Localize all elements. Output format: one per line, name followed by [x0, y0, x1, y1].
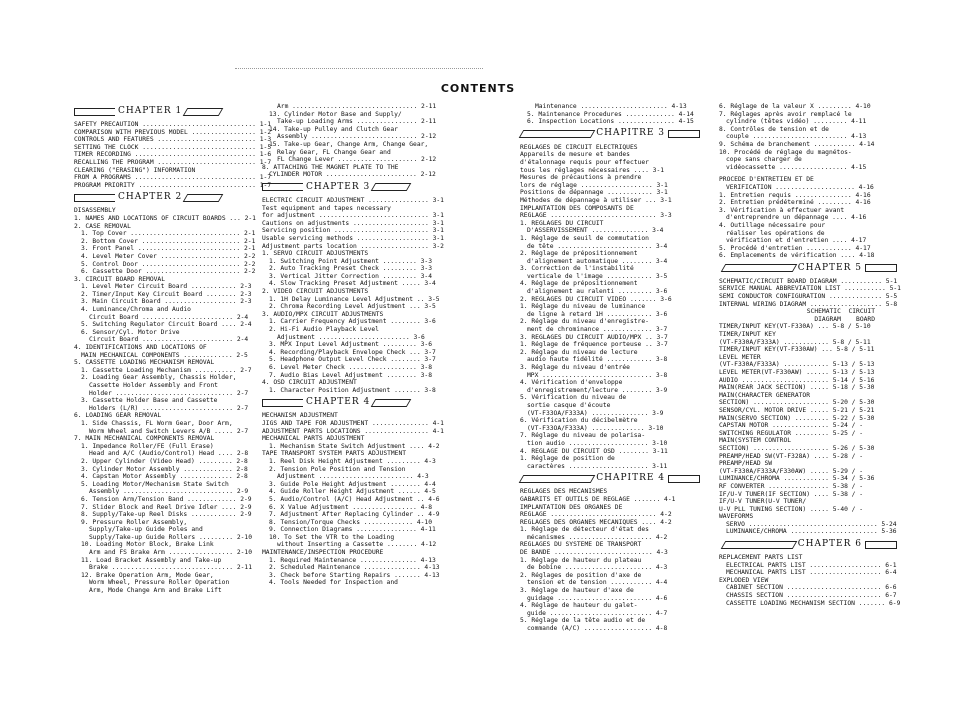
toc-entry: d'alignement au ralenti ......... 3-6 — [527, 288, 668, 296]
toc-entry: Take-up Loading Arms ................ 2-11 — [277, 118, 437, 126]
chapter-bar-left — [74, 194, 115, 202]
toc-entry: 7. MAIN MECHANICAL COMPONENTS REMOVAL — [74, 435, 215, 443]
toc-entry: 1. Entretien requis ............... 4-16 — [719, 191, 871, 199]
toc-entry: 6. Emplacements de vérification .... 4-18 — [719, 252, 875, 260]
toc-entry: Assembly ............................. 2-9 — [89, 488, 249, 496]
toc-entry: SETTING THE CLOCK .............................. 1-5 — [74, 143, 272, 151]
toc-entry: 1. Character Position Adjustment ....... 3-8 — [269, 386, 436, 394]
chapter-bar-left — [519, 475, 596, 483]
toc-entry: 5. Headphone Output Level Check ........ 3-7 — [269, 356, 436, 364]
toc-entry: SECTION) .................... 5-20 / 5-30 — [719, 399, 875, 407]
toc-entry: FROM A PROGRAMS ................................ 1-7 — [74, 174, 272, 182]
toc-entry: guidage ......................... 4-6 — [527, 594, 668, 602]
toc-entry: IF/U-V TUNER(U-V TUNER/ — [719, 498, 807, 506]
toc-entry: 1. Required Maintenance ............... 4-13 — [269, 556, 436, 564]
toc-entry: Mesures de précautions à prendre — [520, 174, 642, 182]
toc-entry: 2. Réglage du niveau de lecture — [520, 348, 638, 356]
toc-entry: 2. Tension Pole Position and Tension — [269, 465, 406, 473]
toc-entry: 4. IDENTIFICATIONS AND LOCATIONS OF — [74, 344, 207, 352]
chapter-bar-right — [865, 264, 897, 272]
toc-entry: SERVICE MANUAL ABBREVIATION LIST ........... 5-1 — [719, 285, 901, 293]
toc-entry: 5. Réglage de la tête audio et de — [520, 617, 646, 625]
toc-entry: (VT-F33OA/F333A) ............... 3-9 — [527, 409, 664, 417]
toc-entry: U-V PLL TUNING SECTION) ..... 5-40 / - — [719, 505, 864, 513]
toc-entry: 6. Tension Arm/Tension Band ............. 2-9 — [81, 495, 252, 503]
toc-entry: commande (A/C) .................. 4-8 — [527, 625, 668, 632]
toc-entry: MECHANICAL PARTS LIST ................... 6-4 — [726, 569, 897, 577]
toc-entry: 4. Slow Tracking Preset Adjustment ..... 3-4 — [269, 280, 436, 288]
chapter-label: CHAPTER 6 — [797, 538, 862, 549]
toc-entry: 1. Reel Disk Height Adjustment ......... 4-3 — [269, 457, 436, 465]
toc-entry: LEVEL METER — [719, 353, 761, 361]
toc-entry: 4. OSD CIRCUIT ADJUSTMENT — [262, 379, 357, 387]
chapter-heading — [74, 105, 244, 118]
toc-entry: 1. Réglage de détecteur d'état des — [520, 526, 649, 534]
toc-entry: 4. Réglage de prépositionnement — [520, 280, 638, 288]
toc-entry: Arm and FS Brake Arm ................. 2-10 — [89, 549, 253, 557]
toc-entry: DE BANDE .......................... 4-3 — [520, 549, 668, 557]
toc-entry: 2. Loading Gear Assembly, Chassis Holder, — [81, 374, 237, 382]
toc-entry: REGLAGES DES MECANISMES — [520, 488, 608, 496]
chapter-bar-left — [720, 264, 797, 272]
chapter-heading — [262, 181, 452, 194]
toc-entry: 14. Take-up Pulley and Clutch Gear — [269, 125, 398, 133]
toc-entry: SERVO .................................. 5-24 — [726, 520, 897, 528]
toc-entry: TIMER/INPUT KEY(VT-F330AW) ... 5-8 / 5-11 — [719, 346, 875, 354]
toc-entry: vérification et d'entretien .... 4-17 — [726, 237, 867, 245]
toc-entry: 2. Hi-Fi Audio Playback Level — [269, 326, 379, 334]
toc-entry: tion audio ..................... 3-10 — [527, 439, 668, 447]
toc-entry: Assembly ............................ 2-12 — [277, 133, 437, 141]
toc-entry: 7. Slider Block and Reel Drive Idler .... 2-9 — [81, 503, 252, 511]
toc-entry: MAIN MECHANICAL COMPONENTS ............. 2-5 — [81, 351, 248, 359]
toc-entry: IMPLANTATION DES COMPOSANTS DE — [520, 204, 634, 212]
toc-entry: ment de chrominance ............. 3-7 — [527, 326, 668, 334]
toc-entry: 5. Audio/Control (A/C) Head Adjustment .. 4-6 — [269, 495, 440, 503]
toc-entry: Servicing position ......................... 3-1 — [262, 227, 444, 235]
toc-entry: 2. Bottom Cover .......................... 2-1 — [81, 237, 256, 245]
toc-entry: 2. Scheduled Maintenance ............... 4-13 — [269, 564, 440, 572]
toc-entry: Circuit Board ........................ 2-4 — [89, 336, 249, 344]
toc-entry: de ligne à retard 1H ............ 3-6 — [527, 310, 668, 318]
toc-entry: (VT-F330A/F333A) ............ 5-8 / 5-11 — [719, 338, 871, 346]
toc-entry: Maintenance ....................... 4-13 — [535, 103, 687, 110]
chapter-bar-left — [519, 130, 596, 138]
toc-entry: REGLAGES DES ORGANES MECANIQUES .... 4-2 — [520, 518, 672, 526]
page-title: CONTENTS — [440, 82, 516, 95]
chapter-label: CHAPTER 2 — [118, 192, 183, 203]
toc-entry: MAINTENANCE/INSPECTION PROCEDURE — [262, 549, 384, 557]
toc-entry: Circuit Board ........................ 2-4 — [89, 313, 249, 321]
toc-entry: REGLAGE ............................ 3-3 — [520, 212, 672, 220]
toc-entry: 6. Vérification du décibelmètre — [520, 417, 638, 425]
toc-entry: 10. Procédé de réglage du magnétos- — [719, 148, 852, 156]
chapter-bar-right — [668, 475, 700, 483]
toc-entry: 2. Auto Tracking Preset Check ......... 3-3 — [269, 265, 433, 273]
toc-entry: CASSETTE LOADING MECHANISM SECTION ....... 6-9 — [726, 599, 901, 607]
toc-entry: Brake ................................ 2-11 — [89, 564, 253, 572]
toc-entry: 1. Top Cover ............................. 2-1 — [81, 230, 256, 238]
toc-entry: 5. Procédé d'entretien ............ 4-17 — [719, 244, 871, 252]
toc-entry: 2. Upper Cylinder (Video Head) ......... 2-8 — [81, 457, 248, 465]
toc-entry: 3. Check before Starting Repairs ....... 4-13 — [269, 571, 440, 579]
toc-entry: REPLACEMENT PARTS LIST — [719, 554, 803, 562]
toc-entry: 4. Capstan Motor Assembly .............. 2-8 — [81, 473, 248, 481]
toc-entry: cope sans charger de — [726, 156, 802, 164]
toc-entry: LUMINANCE/CHROMA ............ 5-34 / 5-36 — [719, 475, 875, 483]
toc-entry: 4. Luminance/Chroma and Audio — [81, 306, 191, 314]
toc-entry: 7. Audio Bias Level Adjustment ........ 3-8 — [269, 371, 433, 379]
toc-entry: SENSOR/CYL. MOTOR DRIVE ..... 5-21 / 5-21 — [719, 406, 875, 414]
toc-entry: Méthodes de dépannage à utiliser ... 3-1 — [520, 196, 672, 204]
chapter-bar-left — [262, 399, 303, 407]
toc-entry: CONTROLS AND FEATURES .......................... 1-3 — [74, 136, 272, 144]
toc-entry: de bobine ....................... 4-3 — [527, 564, 668, 572]
toc-entry: SAFETY PRECAUTION .............................. 1-1 — [74, 121, 272, 128]
toc-entry: Appareils de mesure et bandes — [520, 151, 630, 159]
chapter-label: CHAPTER 3 — [306, 181, 371, 192]
chapter-heading — [74, 191, 244, 204]
toc-entry: without Inserting a Cassette ........ 4-12 — [277, 541, 437, 549]
toc-entry: LUMINANCE/CHROMA ....................... 5-36 — [726, 528, 897, 536]
toc-entry: REGLAGE ............................ 4-2 — [520, 511, 672, 519]
toc-entry: 3. CIRCUIT BOARD REMOVAL — [74, 275, 165, 283]
toc-entry: 2. Réglages de position d'axe de — [520, 571, 642, 579]
toc-entry: MECHANICAL PARTS ADJUSTMENT — [262, 435, 365, 443]
toc-column-1 — [74, 103, 272, 595]
toc-entry: PREAMP/HEAD SW — [719, 460, 773, 468]
toc-entry: TAPE TRANSPORT SYSTEM PARTS ADJUSTMENT — [262, 450, 407, 458]
toc-entry: CHASSIS SECTION ......................... 6-7 — [726, 592, 897, 600]
toc-entry: TIMER/INPUT KEY — [719, 331, 776, 339]
toc-entry: 3. Guide Pole Height Adjustment ........ 4-4 — [269, 480, 436, 488]
toc-entry: ELECTRIC CIRCUIT ADJUSTMENT ................ 3-1 — [262, 196, 444, 204]
toc-entry: EXPLODED VIEW — [719, 576, 769, 584]
toc-entry: mécanismes ...................... 4-2 — [527, 533, 668, 541]
toc-entry: 1. Réglage de fréquence porteuse .. 3-7 — [520, 341, 668, 349]
toc-entry: 1. Impedance Roller/FE (Full Erase) — [81, 442, 214, 450]
toc-entry: 7. Réglage du niveau de polarisa- — [520, 432, 646, 440]
toc-entry: 2. REGLAGES DU CIRCUIT VIDEO ....... 3-6 — [520, 295, 672, 303]
toc-entry: SCHEMATIC/CIRCUIT BOARD DIAGRAM ........... 5-1 — [719, 277, 898, 285]
toc-entry: FL Change Lever ..................... 2-12 — [277, 156, 437, 164]
toc-entry: sortie casque d'écoute — [527, 401, 611, 409]
toc-entry: 5. CASSETTE LOADING MECHANISM REMOVAL — [74, 359, 215, 367]
toc-entry: 3. Vérification à effectuer avant — [719, 206, 845, 214]
chapter-label: CHAPITRE 3 — [596, 128, 665, 139]
toc-entry: MAIN(CHARACTER GENERATOR — [719, 391, 810, 399]
toc-entry: VERIFICATION ..................... 4-16 — [726, 183, 874, 191]
toc-entry: CYLINDER MOTOR ........................ 2-12 — [269, 171, 436, 179]
toc-entry: 1. NAMES AND LOCATIONS OF CIRCUIT BOARDS ... 2-1 — [74, 214, 256, 222]
chapter-bar-left — [74, 108, 115, 116]
toc-entry: 3. Réglage du niveau d'entrée — [520, 364, 630, 371]
toc-entry: 3. REGLAGES DU CIRCUIT AUDIO/MPX .. 3-7 — [520, 333, 668, 341]
toc-entry: IF/U-V TUNER(IF SECTION) .... 5-38 / - — [719, 490, 864, 498]
toc-entry: MPX ............................. 3-8 — [527, 371, 668, 379]
toc-entry: couple ......................... 4-13 — [726, 133, 867, 141]
toc-entry: for adjustment ............................. 3-1 — [262, 212, 444, 220]
chapter-bar-right — [371, 399, 412, 407]
toc-entry: d'enregistrement/lecture ........ 3-9 — [527, 386, 668, 394]
toc-entry: Adjustment ......................... 4-3 — [277, 473, 429, 481]
chapter-label: CHAPTER 4 — [306, 397, 371, 408]
toc-entry: 5. Maintenance Procedures ............. 4-14 — [527, 110, 694, 118]
toc-entry: REGLAGES DE CIRCUIT ELECTRIQUES — [520, 143, 638, 151]
toc-entry: 1. Carrier Frequency Adjustment ........ 3-6 — [269, 318, 436, 326]
toc-entry: SEMI CONDUCTOR CONFIGURATION .............. 5-5 — [719, 293, 898, 301]
chapter-bar-right — [865, 541, 897, 549]
chapter-bar-left — [262, 183, 303, 191]
toc-entry: 6. Cassette Door ......................... 2-2 — [81, 268, 256, 276]
chapter-label: CHAPTER 1 — [118, 105, 183, 116]
toc-entry: 3. Cylinder Motor Assembly ............. 2-8 — [81, 465, 248, 473]
toc-entry: 6. Réglage de la valeur X ......... 4-10 — [719, 103, 871, 110]
toc-entry: TIMER/INPUT KEY(VT-F330A) ... 5-8 / 5-10 — [719, 323, 871, 331]
toc-entry: d'entreprendre un dépannage .... 4-16 — [726, 214, 867, 222]
chapter-bar-right — [183, 194, 224, 202]
toc-entry: Worm Wheel and Switch Levers A/B ..... 2-7 — [89, 427, 249, 435]
toc-entry: 2. VIDEO CIRCUIT ADJUSTMENTS — [262, 288, 369, 296]
toc-entry: CABINET SECTION ......................... 6-6 — [726, 584, 897, 592]
toc-entry: Worm Wheel, Pressure Roller Operation — [89, 579, 230, 587]
toc-entry: 3. MPX Input Level Adjustment ......... 3-6 — [269, 341, 433, 349]
toc-entry: WAVEFORMS — [719, 513, 754, 521]
toc-entry: 1. Mechanism State Switch Adjustment .... 4-2 — [269, 442, 440, 450]
toc-entry: Holders (L/R) ........................ 2-7 — [89, 404, 249, 412]
toc-entry: 8. Contrôles de tension et de — [719, 125, 829, 133]
toc-entry: 2. Entretien prédéterminé ......... 4-16 — [719, 199, 871, 207]
toc-entry: AUDIO ....................... 5-14 / 5-16 — [719, 376, 875, 384]
toc-entry: 8. ATTACHING THE MAGNET PLATE TO THE — [262, 163, 399, 171]
toc-entry: (VT-F330A/F333A) ............ 5-13 / 5-13 — [719, 361, 875, 369]
toc-entry: 1. Switching Point Adjustment ......... 3-3 — [269, 257, 433, 265]
toc-column-4 — [719, 103, 901, 607]
toc-entry: cylindre (têtes vidéo) ......... 4-11 — [726, 118, 867, 126]
toc-entry: (VT-F330A/F333A/F330AW) ..... 5-29 / - — [719, 467, 864, 475]
toc-entry: Positions de dépannage ............ 3-1 — [520, 189, 668, 197]
toc-entry: 12. Brake Operation Arm, Mode Gear, — [81, 571, 214, 579]
chapter-bar-right — [371, 183, 412, 191]
toc-entry: 10. Loading Motor Block, Brake Link — [81, 541, 214, 549]
toc-entry: 9. Pressure Roller Assembly, — [81, 518, 188, 526]
toc-entry: vidéocassette .................. 4-15 — [726, 163, 867, 171]
toc-entry: PREAMP/HEAD SW(VT-F328A) .... 5-28 / - — [719, 452, 864, 460]
toc-entry: 2. Chroma Recording Level Adjustment ... 3-5 — [269, 303, 436, 311]
toc-entry: 3. Vertical Jitter Correction ......... 3-4 — [269, 272, 433, 280]
toc-entry: 5. Loading Motor/Mechanism State Switch — [81, 480, 229, 488]
toc-entry: REGLAGES DU SYSTEME DE TRANSPORT — [520, 541, 642, 549]
toc-entry: D'ASSERVISSEMENT ............... 3-4 — [527, 227, 664, 235]
toc-entry: 2. Réglage de prépositionnement — [520, 250, 638, 258]
chapter-label: CHAPTER 5 — [797, 262, 862, 273]
toc-entry: 4. Guide Roller Height Adjustment ...... 4-5 — [269, 488, 436, 496]
toc-entry: tous les réglages nécessaires .... 3-1 — [520, 166, 665, 174]
toc-entry: 1. Side Chassis, FL Worm Gear, Door Arm, — [81, 419, 233, 427]
toc-entry: réaliser les opérations de — [726, 229, 825, 237]
toc-entry: 4. REGLAGE DU CIRCUIT OSD ........ 3-11 — [520, 447, 668, 455]
toc-entry: 3. Main Circuit Board ................... 2-3 — [81, 298, 252, 306]
toc-entry: 3. Cassette Holder Base and Cassette — [81, 397, 218, 405]
toc-entry: 5. Switching Regulator Circuit Board .... 2-4 — [81, 321, 252, 329]
toc-entry: Cautions on adjustments .................... 3-1 — [262, 219, 444, 227]
toc-entry: Arm ................................. 2-11 — [277, 103, 437, 110]
toc-entry: Relay Gear, FL Change Gear and — [277, 148, 391, 156]
toc-entry: Usable servicing methods ................... 3-1 — [262, 234, 444, 242]
toc-entry: 1. Réglage de hauteur du plateau — [520, 556, 642, 564]
column-header: DIAGRAM BOARD — [814, 315, 875, 323]
toc-entry: Head and A/C (Audio/Control) Head .... 2-8 — [89, 450, 249, 458]
toc-entry: Arm, Mode Change Arm and Brake Lift — [89, 587, 222, 595]
toc-entry: 3. AUDIO/MPX CIRCUIT ADJUSTMENTS — [262, 310, 384, 318]
toc-entry: 6. X Value Adjustment ................. 4-8 — [269, 503, 433, 511]
toc-entry: guide ........................... 4-7 — [527, 609, 668, 617]
toc-entry: 2. Réglage du niveau d'enregistre- — [520, 318, 649, 326]
toc-entry: 6. Inspection Locations ............... 4-15 — [527, 118, 694, 126]
toc-entry: PROGRAM PRIORITY ............................... 1-7 — [74, 181, 272, 189]
toc-entry: caractères ..................... 3-11 — [527, 462, 668, 470]
chapter-heading — [262, 396, 452, 409]
column-header: SCHEMATIC CIRCUIT — [806, 308, 875, 316]
toc-entry: MAIN(REAR JACK SECTION) ..... 5-18 / 5-30 — [719, 384, 875, 392]
chapter-heading — [719, 538, 897, 551]
toc-entry: 1. Réglage du niveau de luminance — [520, 303, 646, 311]
toc-entry: Supply/Take-up Guide Poles and — [89, 526, 203, 534]
toc-entry: 6. Level Meter Check .................. 3-8 — [269, 364, 433, 371]
toc-entry: 1. Cassette Loading Mechanism ........... 2-7 — [81, 366, 252, 374]
toc-entry: DISASSEMBLY — [74, 207, 116, 215]
toc-entry: de tête ......................... 3-4 — [527, 242, 668, 250]
toc-entry: 9. Connection Diagrams ................ 4-11 — [269, 526, 436, 534]
toc-entry: 4. Outillage nécessaire pour — [719, 221, 826, 229]
toc-entry: 8. Tension/Torque Checks ............. 4-10 — [269, 518, 433, 526]
toc-entry: INTERNAL WIRING DIAGRAM ................... 5-8 — [719, 300, 898, 308]
toc-entry: COMPARISON WITH PREVIOUS MODEL ................. 1-2 — [74, 128, 272, 136]
toc-entry: LEVEL METER(VT-F330AW) ...... 5-13 / 5-13 — [719, 369, 875, 376]
toc-entry: 1. SERVO CIRCUIT ADJUSTMENTS — [262, 250, 369, 258]
toc-entry: TIMER RECORDING ................................ 1-6 — [74, 151, 272, 159]
chapter-bar-left — [720, 541, 797, 549]
toc-entry: verticale de l'image ............ 3-5 — [527, 272, 668, 280]
toc-entry: SECTION) .................... 5-26 / 5-30 — [719, 444, 875, 452]
toc-entry: RECALLING THE PROGRAM .......................... 1-7 — [74, 158, 272, 166]
chapter-heading — [520, 128, 700, 141]
toc-entry: 3. Réglage de hauteur d'axe de — [520, 587, 634, 595]
toc-entry: (VT-F33OA/F333A) .............. 3-10 — [527, 424, 664, 432]
toc-entry: lors de réglage ................... 3-1 — [520, 181, 668, 189]
toc-column-2 — [262, 103, 452, 587]
toc-entry: 4. Réglage de hauteur du galet- — [520, 602, 638, 610]
toc-entry: Supply/Take-up Guide Rollers ......... 2-10 — [89, 533, 253, 541]
toc-column-3 — [520, 103, 700, 633]
toc-entry: Adjustment ........................ 3-6 — [277, 333, 425, 341]
toc-entry: ELECTRICAL PARTS LIST ................... 6-1 — [726, 561, 897, 569]
toc-entry: Adjustment parts location .................. 3-2 — [262, 242, 444, 250]
toc-entry: 15. Take-up Gear, Change Arm, Change Gear, — [269, 140, 429, 148]
toc-entry: JIGS AND TAPE FOR ADJUSTMENT ............... 4-1 — [262, 419, 444, 427]
toc-entry: 1. Réglage de seuil de commutation — [520, 234, 649, 242]
toc-entry: 1. REGLAGES DU CIRCUIT — [520, 219, 604, 227]
toc-entry: 1. Réglage de position de — [520, 455, 615, 463]
toc-entry: 9. Schéma de branchement ........... 4-14 — [719, 140, 875, 148]
toc-entry: Holder ............................... 2-7 — [89, 389, 249, 397]
toc-entry: 2. CASE REMOVAL — [74, 222, 131, 230]
chapter-bar-right — [668, 130, 700, 138]
toc-entry: Cassette Holder Assembly and Front — [89, 382, 218, 389]
toc-entry: CAPSTAN MOTOR ............... 5-24 / - — [719, 422, 864, 430]
toc-entry: ADJUSTMENT PARTS LOCATIONS ................. 4-1 — [262, 427, 444, 435]
toc-entry: 5. Vérification du niveau de — [520, 394, 627, 402]
toc-entry: 1. 1H Delay Luminance Level Adjustment .. 3-5 — [269, 295, 440, 303]
chapter-bar-right — [183, 108, 224, 116]
toc-entry: 6. LOADING GEAR REMOVAL — [74, 412, 162, 420]
chapter-heading — [520, 472, 700, 485]
toc-entry: 2. Timer/Input Key Circuit Board ........ 2-3 — [81, 290, 252, 298]
toc-entry: tension et de tension ........... 4-4 — [527, 579, 668, 587]
chapter-label: CHAPITRE 4 — [596, 473, 665, 484]
toc-entry: 4. Tools Needed for Inspection and — [269, 579, 398, 587]
toc-entry: 3. Front Panel ........................... 2-1 — [81, 245, 256, 253]
toc-entry: MAIN(SYSTEM CONTROL — [719, 437, 792, 445]
toc-entry: SWITCHING REGULATOR ......... 5-25 / - — [719, 429, 864, 437]
toc-entry: d'étalonnage requis pour effectuer — [520, 158, 649, 166]
toc-entry: Test equipment and tapes necessary — [262, 204, 391, 212]
toc-entry: RF CONVERTER ................ 5-38 / - — [719, 482, 864, 490]
toc-entry: MAIN(SERVO SECTION) ......... 5-22 / 5-30 — [719, 414, 875, 422]
toc-entry: 7. Adjustment After Replacing Cylinder .. 4-9 — [269, 511, 440, 519]
toc-entry: PROCEDE D'ENTRETIEN ET DE — [719, 176, 814, 184]
toc-entry: IMPLANTATION DES ORGANES DE — [520, 503, 623, 511]
toc-entry: audio haute fidélité ............ 3-8 — [527, 356, 668, 364]
toc-entry: 13. Cylinder Motor Base and Supply/ — [269, 110, 402, 118]
toc-entry: GABARITS ET OUTILS DE REGLAGE ....... 4-1 — [520, 495, 676, 503]
toc-entry: 4. Level Meter Cover ..................... 2-2 — [81, 252, 256, 260]
toc-entry: d'alignement automatique ........ 3-4 — [527, 257, 668, 265]
toc-entry: 8. Supply/Take-up Reel Disks ............ 2-9 — [81, 511, 252, 519]
toc-entry: MECHANISM ADJUSTMENT — [262, 412, 338, 420]
toc-entry: 6. Sensor/Cyl. Motor Drive — [81, 328, 180, 336]
toc-entry: 7. Réglages après avoir remplacé le — [719, 110, 852, 118]
toc-entry: 1. Level Meter Circuit Board ............ 2-3 — [81, 283, 252, 291]
chapter-heading — [719, 262, 897, 275]
toc-entry: 11. Load Bracket Assembly and Take-up — [81, 556, 222, 564]
toc-entry: 10. To Set the VTR to the Loading — [269, 533, 395, 541]
toc-entry: CLEARING ("ERASING") INFORMATION — [74, 166, 196, 174]
top-rule — [235, 68, 483, 69]
toc-entry: 3. Correction de l'instabilité — [520, 265, 634, 273]
toc-entry: 5. Control Door .......................... 2-2 — [81, 260, 256, 268]
toc-entry: 4. Vérification d'enveloppe — [520, 379, 623, 387]
toc-entry: 4. Recording/Playback Envelope Check ... 3-7 — [269, 348, 436, 356]
